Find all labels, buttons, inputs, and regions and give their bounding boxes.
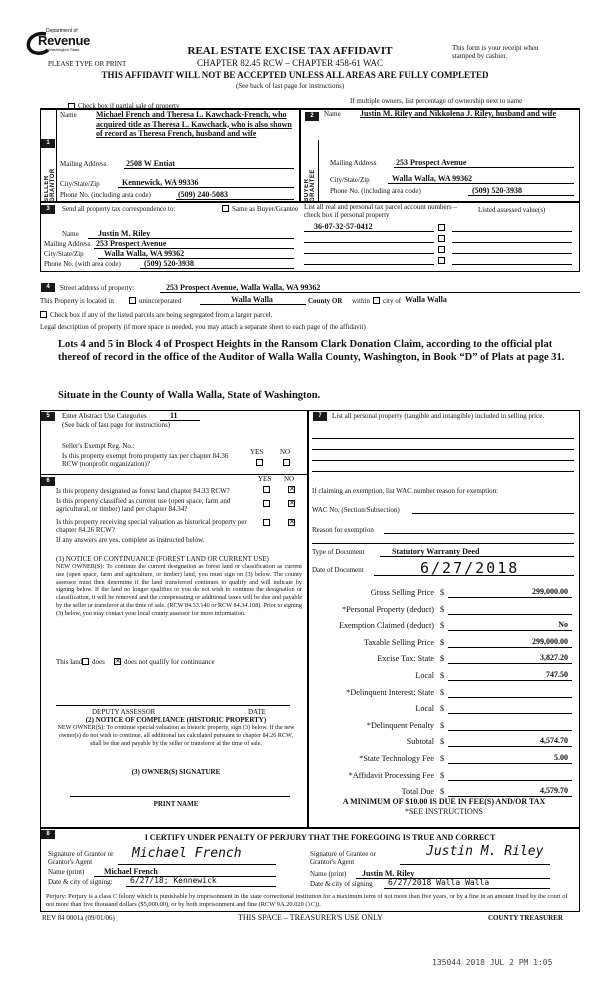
historic-question: Is this property receiving special valuation as historical property per chapter 84.26 RCW? (56, 518, 247, 534)
totals-currency-2: $ (440, 621, 445, 630)
totals-currency-8: $ (440, 721, 445, 730)
totals-currency-6: $ (440, 688, 445, 697)
grantor-name-label: Name (print) (48, 868, 85, 876)
totals-label-1: *Personal Property (deduct) (342, 605, 434, 614)
partial-sale-label: Check box if partial sale of property (78, 102, 180, 110)
totals-label-6: *Delinquent Interest: State (346, 688, 434, 697)
totals-currency-3: $ (440, 638, 445, 647)
parcel-4-personal-checkbox[interactable] (438, 257, 445, 264)
notice1-title: (1) NOTICE OF CONTINUANCE (FOREST LAND OR CURRENT USE) (56, 555, 269, 563)
buyer-city-field[interactable]: Walla Walla, WA 99362 (392, 174, 473, 183)
forest-no-checkbox[interactable]: ✕ (289, 485, 295, 493)
exemption-claim-label: If claiming an exemption, list WAC number reason for exemption: (312, 487, 499, 495)
buyer-phone-label: Phone No. (including area code) (330, 187, 421, 195)
deputy-date-label: DATE (248, 708, 266, 716)
deputy-assessor-label: DEPUTY ASSESSOR (92, 708, 156, 716)
logo-line1: Department of (46, 28, 78, 34)
totals-label-9: Subtotal (406, 737, 434, 746)
exempt-no-checkbox[interactable] (283, 459, 290, 466)
any-yes-note: If any answers are yes, complete as instructed below. (56, 536, 205, 544)
send-correspondence-label: Send all property tax correspondence to: (62, 205, 176, 213)
totals-value-4[interactable]: 3,827.20 (540, 653, 568, 662)
corr-mailing-label: Mailing Address (44, 240, 91, 248)
totals-currency-10: $ (440, 754, 445, 763)
grantee-date-field[interactable]: 6/27/2018 Walla Walla (388, 878, 490, 887)
form-warning: THIS AFFIDAVIT WILL NOT BE ACCEPTED UNLESS ALL AREAS ARE FULLY COMPLETED (101, 70, 489, 80)
please-type: PLEASE TYPE OR PRINT (48, 60, 127, 68)
rev-number: REV 84 0001a (09/01/06) (42, 914, 115, 922)
seller-name-field[interactable]: Michael French and Theresa L. Kawchack-French, who acquired title as Theresa L. Kawchack, who is also shown of record as Theresa French, husband and wife (96, 110, 292, 138)
corr-city-field[interactable]: Walla Walla, WA 99362 (104, 249, 185, 258)
perjury-text: Perjury: Perjury is a class C felony which is punishable by imprisonment in the state correctional institution for a maximum term of not more than five years, or by a fine in an amount fixed by the court of not more than five thousand dollars ($5,000.00), or by both imprisonment and fine (RCW 9A.20.020 (1C)). (46, 893, 568, 908)
exempt-reg-label: Seller's Exempt Reg. No.: (62, 442, 135, 450)
does-label: does (92, 658, 105, 666)
assessed-label: Listed assessed value(s) (478, 206, 546, 214)
multi-owner-note: If multiple owners, list percentage of ownership next to name (350, 97, 523, 105)
totals-value-3[interactable]: 299,000.00 (532, 637, 568, 646)
totals-label-12: Total Due (401, 787, 434, 796)
totals-value-2[interactable]: No (558, 620, 568, 629)
located-label: This Property is located in (40, 297, 114, 305)
grantor-date-field[interactable]: 6/27/18; Kennewick (130, 876, 217, 885)
seller-phone-field[interactable]: (509) 240-5083 (178, 190, 228, 199)
totals-label-2: Exemption Claimed (deduct) (338, 621, 434, 630)
current-use-no-checkbox[interactable]: ✕ (289, 499, 295, 507)
print-name-label: PRINT NAME (153, 800, 199, 808)
personal-property-label: List all personal property (tangible and intangible) included in selling price. (332, 412, 545, 420)
seller-mailing-label: Mailing Address (60, 160, 107, 168)
form-chapter: CHAPTER 82.45 RCW – CHAPTER 458-61 WAC (197, 58, 383, 68)
section-8-number: 8 (41, 830, 55, 839)
seller-mailing-field[interactable]: 2508 W Entiat (126, 159, 176, 168)
form-see-back: (See back of last page for instructions) (235, 82, 345, 90)
totals-currency-11: $ (440, 771, 445, 780)
grantor-date-label: Date & city of signing: (48, 878, 113, 886)
totals-value-12[interactable]: 4,579.70 (540, 786, 568, 795)
totals-underline (448, 730, 572, 731)
seller-city-label: City/State/Zip (60, 180, 100, 188)
does-not-qualify-checkbox[interactable]: ✕ (115, 657, 121, 665)
dor-logo (24, 28, 94, 58)
s6-no-header: NO (284, 475, 295, 483)
totals-currency-5: $ (440, 671, 445, 680)
totals-value-10[interactable]: 5.00 (554, 753, 568, 762)
receipt-note: This form is your receipt when stamped by cashier. (452, 44, 539, 60)
unincorporated-checkbox[interactable] (129, 297, 136, 304)
reason-label: Reason for exemption (312, 526, 374, 534)
doc-date-field[interactable]: 6/27/2018 (420, 559, 520, 577)
historic-no-checkbox[interactable]: ✕ (289, 518, 295, 526)
totals-label-3: Taxable Selling Price (364, 638, 434, 647)
totals-currency-4: $ (440, 654, 445, 663)
seller-name-label: Name (60, 111, 77, 119)
totals-underline (448, 680, 572, 681)
parcel-3-personal-checkbox[interactable] (438, 246, 445, 253)
totals-label-0: Gross Selling Price (370, 588, 434, 597)
totals-underline (448, 630, 572, 631)
totals-currency-7: $ (440, 704, 445, 713)
section-7-number: 7 (313, 412, 327, 421)
this-land-label: This land (56, 658, 83, 666)
legal-label: Legal description of property (if more space is needed, you may attach a separate sheet to each page of the affidavit) (40, 323, 366, 331)
treasurer-space-label: THIS SPACE – TREASURER'S USE ONLY (238, 913, 383, 922)
totals-value-9[interactable]: 4,574.70 (540, 736, 568, 745)
corr-name-field[interactable]: Justin M. Riley (98, 229, 151, 238)
s6-yes-header: YES (258, 475, 272, 483)
totals-underline (448, 746, 572, 747)
street-label: Street address of property: (60, 284, 135, 292)
grantor-sig-label: Signature of Grantor or Grantor's Agent (48, 850, 114, 866)
totals-underline (448, 647, 572, 648)
legal-description-text[interactable]: Lots 4 and 5 in Block 4 of Prospect Heights in the Ransom Clark Donation Claim, according to the official plat thereof of record in the office of the Auditor of Walla Walla County, Washington, in Book “D” of Plats at page 31. (58, 339, 565, 363)
totals-value-0[interactable]: 299,000.00 (532, 587, 568, 596)
city-of-checkbox[interactable] (373, 297, 380, 304)
grantor-name-field[interactable]: Michael French (104, 867, 158, 876)
section-3-number: 3 (41, 205, 55, 214)
totals-underline (448, 697, 572, 698)
buyer-city-label: City/State/Zip (330, 176, 370, 184)
buyer-mailing-label: Mailing Address (330, 159, 377, 167)
section-1-number: 1 (41, 139, 55, 148)
totals-label-4: Excise Tax: State (377, 654, 434, 663)
corr-name-label: Name (62, 230, 79, 238)
county-field[interactable]: Walla Walla (231, 295, 273, 304)
buyer-name-field[interactable]: Justin M. Riley and Nikkolena J. Riley, husband and wife (360, 109, 557, 118)
segregated-label: Check box if any of the listed parcels are being segregated from a larger parcel. (50, 311, 273, 319)
form-title: REAL ESTATE EXCISE TAX AFFIDAVIT (187, 45, 393, 57)
doc-date-label: Date of Document (312, 566, 364, 574)
same-as-buyer-label: Same as Buyer/Grantee (232, 205, 299, 213)
recording-stamp: 135044 2018 JUL 2 PM 1:05 (432, 958, 553, 967)
totals-currency-0: $ (440, 588, 445, 597)
s5-yes-header: YES (250, 448, 264, 456)
totals-currency-1: $ (440, 605, 445, 614)
totals-underline (448, 780, 572, 781)
seller-city-field[interactable]: Kennewick, WA 99336 (122, 178, 199, 187)
totals-label-11: *Affidavit Processing Fee (348, 771, 434, 780)
s5-no-header: NO (280, 448, 291, 456)
seller-phone-label: Phone No. (including area code) (60, 191, 151, 199)
totals-label-7: Local (415, 704, 434, 713)
parcel-field-1[interactable]: 36-07-32-57-0412 (314, 222, 373, 231)
exempt-question: Is this property exempt from property tax per chapter 84.36 RCW (nonprofit organization)? (62, 452, 229, 468)
section-6-number: 6 (41, 477, 55, 486)
notice1-text: NEW OWNER(S): To continue the current designation as forest land or classification as current use (open space, farm and agriculture, or timber) land, you must sign on (3) below. The county assessor must then determine if the land transferred continues to qualify and will indicate by signing below. If the land no longer qualifies or you do not wish to continue the designation or classification, it will be removed and the compensating or additional taxes will be due and payable by the seller or transferor at the time of sale. (RCW 84.33.140 or RCW 84.34.108). Prior to signing (3) below, you may contact your local county assessor for more information. (56, 563, 302, 617)
parcel-label: List all real and personal tax parcel account numbers – check box if personal property (304, 203, 457, 219)
logo-word: Revenue (38, 33, 91, 48)
seller-side-label: SELLER GRANTOR (44, 168, 56, 202)
parcel-1-personal-checkbox[interactable] (438, 224, 445, 231)
city-of-field[interactable]: Walla Walla (405, 295, 447, 304)
corr-phone-field[interactable]: (509) 520-3938 (144, 259, 194, 268)
totals-underline (448, 597, 572, 598)
notice2-text: NEW OWNER(S): To continue special valuation as historic property, sign (3) below. If the new owner(s) do not wish to continue, all additional tax calculated pursuant to chapter 84.26 RCW, shall be due and payable by the seller or transferor at the time of sale. (57, 724, 295, 747)
section-2-number: 2 (305, 112, 319, 121)
historic-yes-checkbox[interactable] (263, 519, 270, 526)
corr-phone-label: Phone No. (with area code) (44, 260, 121, 268)
current-use-yes-checkbox[interactable] (263, 500, 270, 507)
totals-underline (448, 614, 572, 615)
totals-underline (448, 713, 572, 714)
does-qualify-checkbox[interactable] (82, 658, 89, 665)
within-label: within (352, 297, 370, 305)
corr-city-label: City/State/Zip (44, 250, 84, 258)
doc-type-field[interactable]: Statutory Warranty Deed (392, 547, 480, 556)
exempt-yes-checkbox[interactable] (256, 459, 263, 466)
city-of-label: city of (383, 297, 402, 305)
totals-underline (448, 663, 572, 664)
totals-underline (448, 763, 572, 764)
county-treasurer-label: COUNTY TREASURER (488, 914, 563, 922)
certify-text: I CERTIFY UNDER PENALTY OF PERJURY THAT THE FOREGOING IS TRUE AND CORRECT (144, 833, 496, 842)
see-instructions-note: *SEE INSTRUCTIONS (404, 807, 483, 816)
does-not-label: does not qualify for continuance (124, 658, 215, 666)
grantee-date-label: Date & city of signing (310, 880, 373, 888)
grantee-name-field[interactable]: Justin M. Riley (362, 869, 415, 878)
logo-line3: Washington State (48, 47, 80, 52)
grantor-signature[interactable]: Michael French (132, 846, 242, 861)
same-as-buyer-checkbox[interactable] (222, 205, 229, 212)
current-use-question: Is this property classified as current use (open space, farm and agricultural, or timber) land per chapter 84.34? (56, 497, 231, 513)
minimum-note: A MINIMUM OF $10.00 IS DUE IN FEE(S) AND/OR TAX (342, 797, 546, 806)
grantee-name-label: Name (print) (310, 870, 347, 878)
owner-signature-label: (3) OWNER(S) SIGNATURE (131, 768, 221, 776)
section-5-number: 5 (41, 412, 55, 421)
totals-label-10: *State Technology Fee (359, 754, 434, 763)
doc-type-label: Type of Document (312, 548, 365, 556)
totals-label-5: Local (415, 671, 434, 680)
forest-question: Is this property designated as forest land chapter 84.33 RCW? (56, 487, 230, 495)
buyer-phone-field[interactable]: (509) 520-3938 (472, 186, 522, 195)
notice2-title: (2) NOTICE OF COMPLIANCE (HISTORIC PROPERTY) (85, 716, 267, 724)
totals-label-8: *Delinquent Penalty (366, 721, 434, 730)
section-4-number: 4 (41, 283, 55, 292)
grantee-sig-label: Signature of Grantee or Grantor's Agent (310, 850, 376, 866)
buyer-name-label: Name (324, 110, 341, 118)
buyer-mailing-field[interactable]: 253 Prospect Avenue (396, 158, 467, 167)
abstract-label: Enter Abstract Use Categories (62, 412, 147, 420)
forest-yes-checkbox[interactable] (263, 486, 270, 493)
parcel-2-personal-checkbox[interactable] (438, 235, 445, 242)
unincorporated-label: unincorporated (139, 297, 182, 305)
abstract-field[interactable]: 11 (170, 411, 178, 420)
left-lower-section (40, 410, 308, 828)
situate-text[interactable]: Situate in the County of Walla Walla, State of Washington. (58, 390, 321, 401)
totals-currency-9: $ (440, 737, 445, 746)
segregated-checkbox[interactable] (40, 311, 47, 318)
abstract-see-back: (See back of last page for instructions) (62, 421, 171, 429)
street-field[interactable]: 253 Prospect Avenue, Walla Walla, WA 99362 (166, 283, 321, 292)
totals-value-5[interactable]: 747.50 (546, 670, 568, 679)
grantee-signature[interactable]: Justin M. Riley (426, 844, 544, 859)
right-lower-section (308, 410, 580, 828)
totals-currency-12: $ (440, 787, 445, 796)
wac-label: WAC No. (Section/Subsection) (312, 506, 400, 514)
county-or-label: County OR (308, 297, 343, 305)
corr-mailing-field[interactable]: 253 Prospect Avenue (96, 239, 167, 248)
buyer-side-label: BUYER GRANTEE (304, 169, 316, 202)
